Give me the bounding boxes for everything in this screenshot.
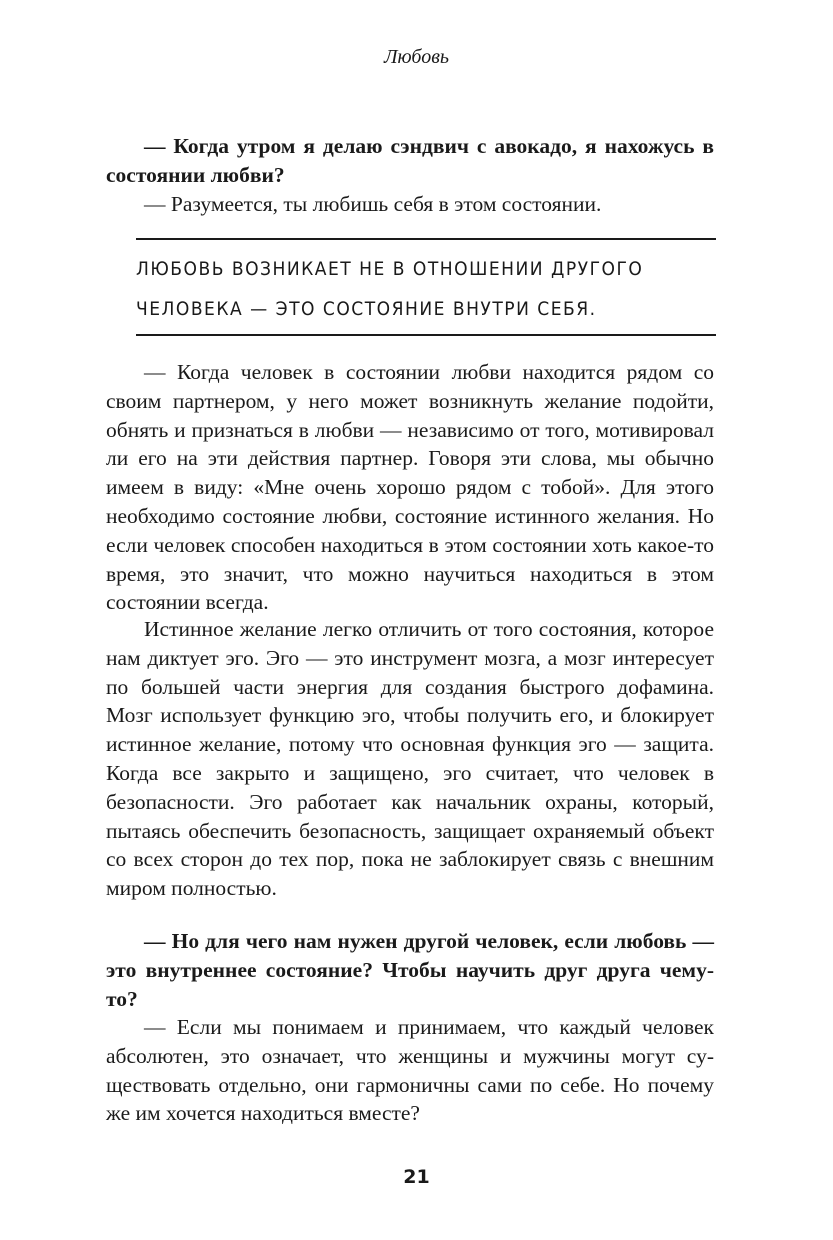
body-paragraph-3: — Если мы понимаем и принимаем, что каждый человек абсолютен, это означает, что женщины и мужчины могут существовать отдельно, они гармоничны сами по себе. Но почему же им хочется находиться вместе? — [106, 1015, 714, 1126]
answer-1-block — [106, 190, 714, 219]
pull-quote — [136, 238, 716, 336]
question-2: — Но для чего нам нужен другой человек, если любовь — это внутреннее состояние? Чтобы научить друг друга чему-то? — [106, 929, 714, 1011]
pull-quote-line-1: ЛЮБОВЬ ВОЗНИКАЕТ НЕ В ОТНОШЕНИИ ДРУГОГО — [136, 258, 644, 280]
body-paragraph-2: Истинное желание легко отличить от того состояния, которое нам диктует эго. Эго — это инструмент мозга, а мозг интересует по большей части энергия для создания быстрого дофамина. Мозг использует функцию эго, чтобы получить его, и блокирует истинное желание, потому что основная функция эго — защита. Когда все закрыто и защищено, эго считает, что человек в безопасности. Эго работает как начальник охраны, который, пытаясь обеспечить безопасность, защищает охраняемый объект со всех сторон до тех пор, пока не заблокирует связь с внешним миром полностью. — [106, 617, 714, 901]
running-title: Любовь — [384, 46, 449, 68]
question-1-block — [106, 132, 714, 190]
question-1: — Когда утром я делаю сэндвич с авокадо, я нахожусь в состоянии любви? — [106, 134, 714, 187]
page-number: 21 — [403, 1166, 430, 1188]
question-2-block — [106, 927, 714, 1013]
body-paragraph-1-block — [106, 358, 714, 617]
body-paragraph-1: — Когда человек в состоянии любви находится рядом со своим партнером, у него может возникнуть желание подойти, обнять и признаться в любви — независимо от того, мотивировал ли его на эти действия партнер. Говоря эти слова, мы обычно имеем в виду: «Мне очень хорошо рядом с тобой». Для этого необходимо состояние любви, состояние истинного желания. Но если человек способен находиться в этом состоянии хоть какое-то время, это значит, что можно научиться находиться в этом состоянии всегда. — [106, 360, 714, 615]
pull-quote-line-2: ЧЕЛОВЕКА — ЭТО СОСТОЯНИЕ ВНУТРИ СЕБЯ. — [136, 298, 597, 320]
body-paragraph-2-block — [106, 615, 714, 903]
body-paragraph-3-block — [106, 1013, 714, 1128]
answer-1: — Разумеется, ты любишь себя в этом состоянии. — [144, 192, 602, 216]
